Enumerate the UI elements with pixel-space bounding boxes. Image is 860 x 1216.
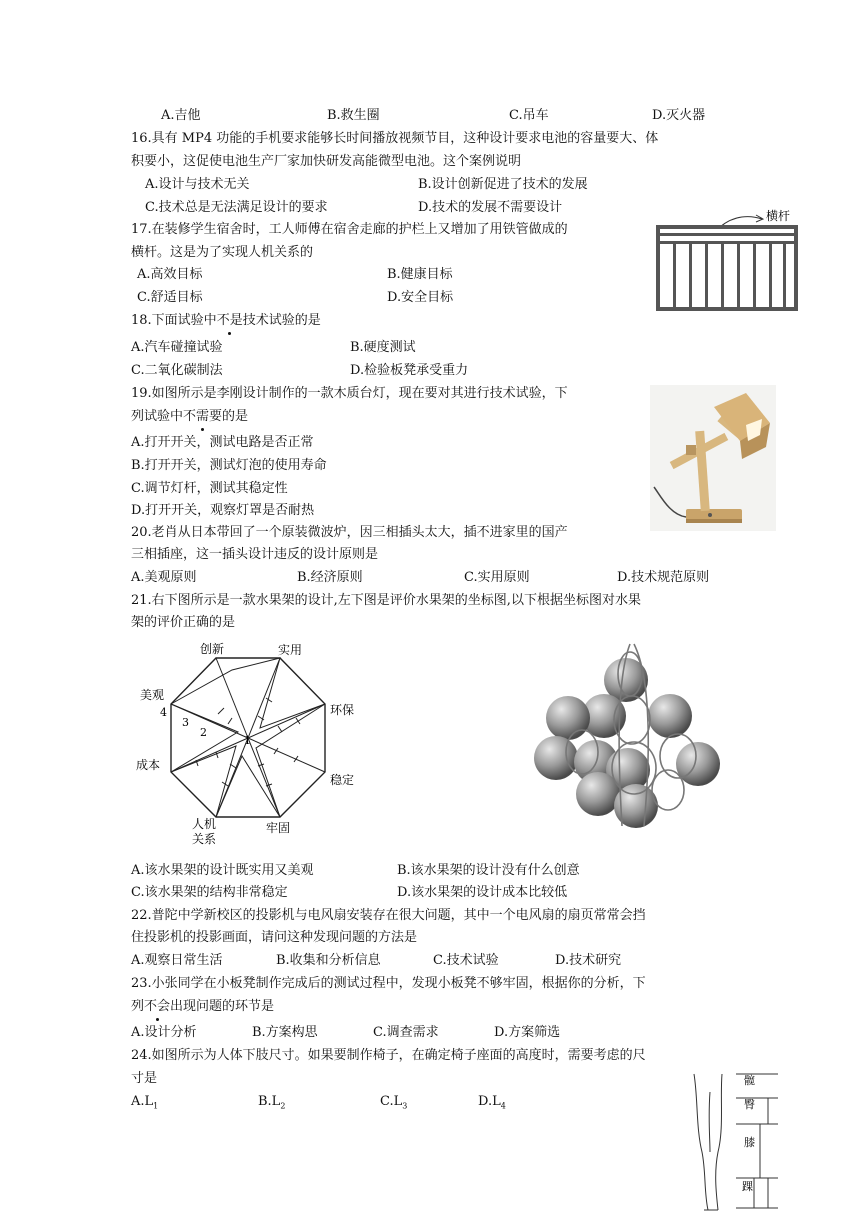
radar-label-innovation: 创新 bbox=[200, 642, 225, 656]
railing-figure bbox=[650, 205, 802, 315]
q22-option-d: D.技术研究 bbox=[555, 953, 622, 968]
q16-stem-line1: 16.具有 MP4 功能的手机要求能够长时间播放视频节目，这种设计要求电池的容量要大、体 bbox=[131, 131, 659, 146]
q21-option-c: C.该水果架的结构非常稳定 bbox=[131, 885, 288, 900]
q16-option-d: D.技术的发展不需要设计 bbox=[418, 200, 563, 215]
q24-option-d: $D.L_4$ bbox=[478, 1094, 506, 1111]
q19-option-d: D.打开开关，观察灯罩是否耐热 bbox=[131, 503, 315, 518]
q23-option-a: A.设计分析 bbox=[131, 1025, 197, 1040]
q24-option-b: $B.L_2$ bbox=[258, 1094, 286, 1111]
q18-option-d: D.检验板凳承受重力 bbox=[350, 363, 469, 378]
radar-tick-3: 3 bbox=[182, 716, 189, 729]
radar-label-practical: 实用 bbox=[278, 643, 303, 657]
q21-option-b: B.该水果架的设计没有什么创意 bbox=[397, 863, 580, 878]
q15-option-a: A.吉他 bbox=[161, 108, 201, 123]
q20-stem-line1: 20.老肖从日本带回了一个原装微波炉，因三相插头太大，插不进家里的国产 bbox=[131, 525, 568, 540]
q23-option-d: D.方案筛选 bbox=[494, 1025, 561, 1040]
q20-option-c: C.实用原则 bbox=[464, 570, 530, 585]
q16-stem-line2: 积要小，这促使电池生产厂家加快研发高能微型电池。这个案例说明 bbox=[131, 154, 522, 169]
q23-stem-line2: 列不会出现问题的环节是 bbox=[131, 997, 274, 1017]
q24-option-c: $C.L_3$ bbox=[380, 1094, 408, 1111]
radar-label-cost: 成本 bbox=[136, 758, 161, 772]
q19-option-a: A.打开开关，测试电路是否正常 bbox=[131, 435, 314, 450]
q16-option-a: A.设计与技术无关 bbox=[145, 177, 250, 192]
radar-tick-4: 4 bbox=[160, 706, 167, 719]
q22-option-a: A.观察日常生活 bbox=[131, 953, 223, 968]
q19-emphasis: 不需要 bbox=[183, 407, 222, 427]
q17-option-a: A.高效目标 bbox=[137, 267, 203, 282]
q21-option-d: D.该水果架的设计成本比较低 bbox=[397, 885, 568, 900]
q19-option-c: C.调节灯杆，测试其稳定性 bbox=[131, 481, 288, 496]
q22-stem-line1: 22.普陀中学新校区的投影机与电风扇安装存在很大问题，其中一个电风扇的扇页常常会挡 bbox=[131, 908, 646, 923]
q21-option-a: A.该水果架的设计既实用又美观 bbox=[131, 863, 314, 878]
q23-option-c: C.调查需求 bbox=[373, 1025, 439, 1040]
radar-label-stability: 稳定 bbox=[330, 773, 355, 787]
q15-option-b: B.救生圈 bbox=[327, 108, 380, 123]
radar-tick-1: 1 bbox=[244, 734, 251, 747]
crossbar-label: 横杆 bbox=[766, 209, 791, 223]
q19-option-b: B.打开开关，测试灯泡的使用寿命 bbox=[131, 458, 327, 473]
q18-emphasis: 不是 bbox=[217, 311, 243, 331]
limb-label-knee: 膝 bbox=[744, 1136, 755, 1149]
q16-option-c: C.技术总是无法满足设计的要求 bbox=[145, 200, 328, 215]
q22-stem-line2: 住投影机的投影画面，请问这种发现问题的方法是 bbox=[131, 930, 418, 945]
q20-stem-line2: 三相插座，这一插头设计违反的设计原则是 bbox=[131, 547, 379, 562]
radar-label-firmness: 牢固 bbox=[266, 821, 291, 835]
q21-stem-line1: 21.右下图所示是一款水果架的设计,左下图是评价水果架的坐标图,以下根据坐标图对水果 bbox=[131, 593, 641, 608]
radar-label-ergonomics-1: 人机 bbox=[192, 817, 217, 831]
q24-stem-line2: 寸是 bbox=[131, 1071, 158, 1086]
radar-label-eco: 环保 bbox=[330, 703, 355, 717]
fruit-rack-photo bbox=[518, 640, 736, 832]
q17-option-b: B.健康目标 bbox=[387, 267, 453, 282]
q24-stem-line1: 24.如图所示为人体下肢尺寸。如果要制作椅子，在确定椅子座面的高度时，需要考虑的尺 bbox=[131, 1048, 646, 1063]
q18-option-b: B.硬度测试 bbox=[350, 340, 416, 355]
q15-option-c: C.吊车 bbox=[509, 108, 549, 123]
q20-option-b: B.经济原则 bbox=[297, 570, 363, 585]
q20-option-a: A.美观原则 bbox=[131, 570, 197, 585]
q19-stem-line2: 列试验中不需要的是 bbox=[131, 407, 248, 427]
radar-tick-2: 2 bbox=[200, 726, 207, 739]
q17-option-d: D.安全目标 bbox=[387, 290, 454, 305]
wooden-lamp-figure bbox=[650, 385, 776, 531]
evaluation-radar-figure bbox=[132, 636, 362, 846]
q22-option-b: B.收集和分析信息 bbox=[276, 953, 381, 968]
q18-option-a: A.汽车碰撞试验 bbox=[131, 340, 223, 355]
q18-option-c: C.二氧化碳制法 bbox=[131, 363, 223, 378]
lower-limb-figure bbox=[684, 1068, 782, 1214]
q18-stem: 18.下面试验中不是技术试验的是 bbox=[131, 311, 321, 331]
q21-stem-line2: 架的评价正确的是 bbox=[131, 615, 236, 630]
radar-label-aesthetics: 美观 bbox=[140, 688, 165, 702]
q15-option-d: D.灭火器 bbox=[652, 108, 706, 123]
q22-option-c: C.技术试验 bbox=[433, 953, 499, 968]
q17-stem-line1: 17.在装修学生宿舍时，工人师傅在宿舍走廊的护栏上又增加了用铁管做成的 bbox=[131, 222, 568, 237]
q20-option-d: D.技术规范原则 bbox=[617, 570, 710, 585]
q24-option-a: $A.L_1$ bbox=[131, 1094, 159, 1111]
q19-stem-line1: 19.如图所示是李刚设计制作的一款木质台灯，现在要对其进行技术试验，下 bbox=[131, 386, 568, 401]
radar-label-ergonomics-2: 关系 bbox=[192, 832, 217, 846]
q23-emphasis: 不会 bbox=[144, 997, 170, 1017]
limb-label-ankle: 踝 bbox=[742, 1180, 753, 1193]
limb-label-hip: 髋 bbox=[744, 1074, 755, 1087]
q23-stem-line1: 23.小张同学在小板凳制作完成后的测试过程中，发现小板凳不够牢固，根据你的分析，下 bbox=[131, 976, 646, 991]
limb-label-buttock: 臀 bbox=[744, 1098, 755, 1111]
q17-stem-line2: 横杆。这是为了实现人机关系的 bbox=[131, 245, 314, 260]
q16-option-b: B.设计创新促进了技术的发展 bbox=[418, 177, 588, 192]
q17-option-c: C.舒适目标 bbox=[137, 290, 203, 305]
q23-option-b: B.方案构思 bbox=[252, 1025, 318, 1040]
